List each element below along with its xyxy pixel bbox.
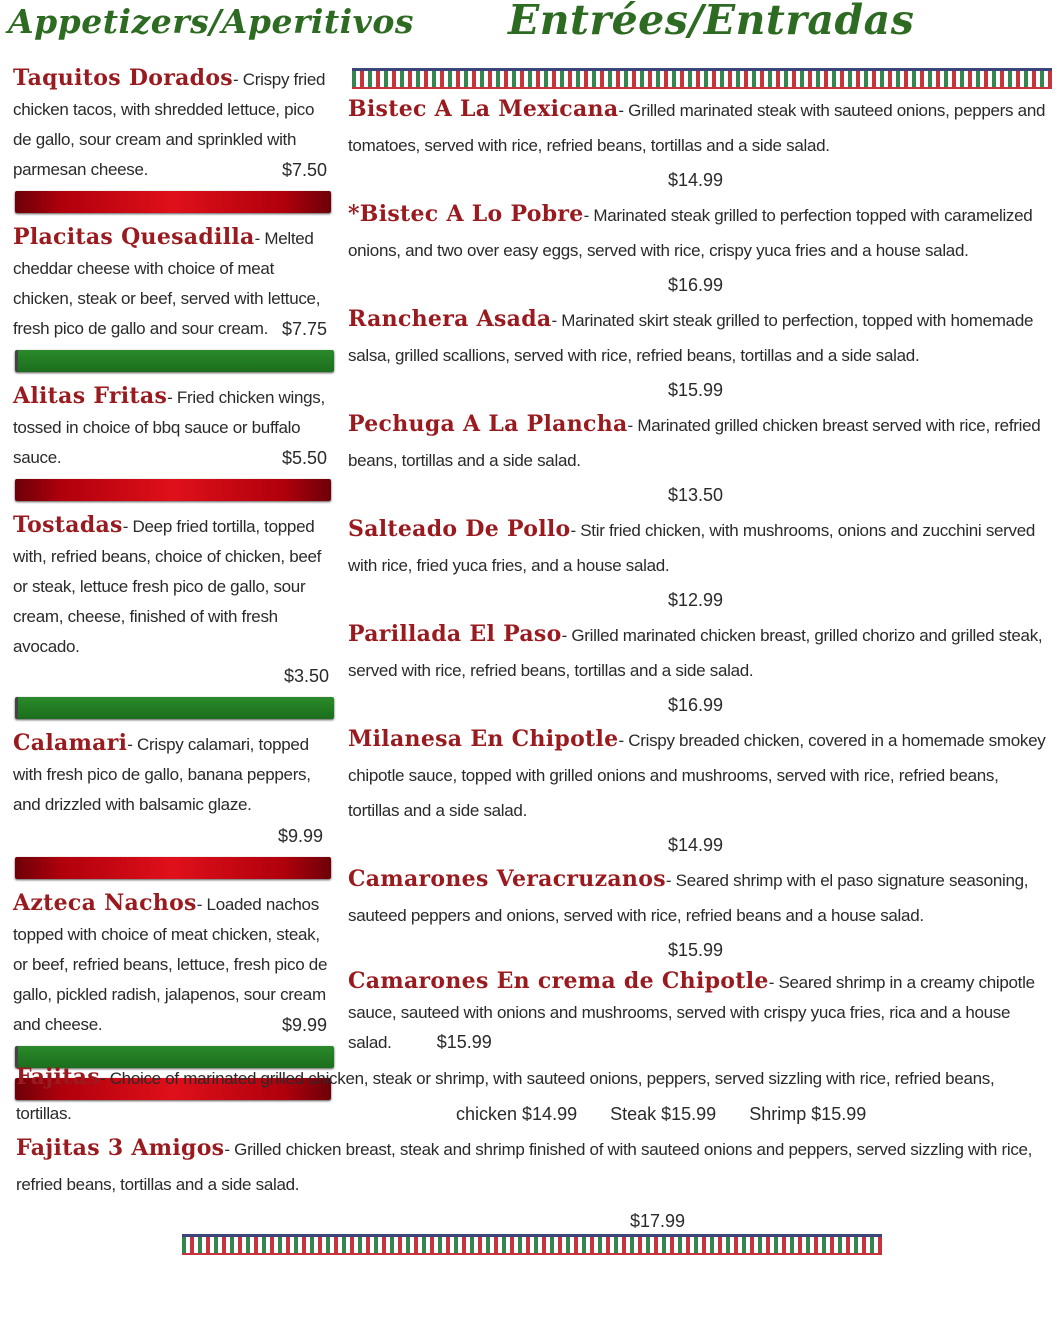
item-name: Tostadas <box>13 512 123 538</box>
item-description: - Deep fried tortilla, topped with, refried beans, choice of chicken, beef or steak, lettuce fresh pico de gallo, sour cream, cheese, finished of with fresh avocado. <box>13 517 322 656</box>
item-name: Pechuga A La Plancha <box>348 411 628 437</box>
item-price: $12.99 <box>667 590 724 610</box>
item-description: - Marinated skirt steak grilled to perfection, topped with homemade salsa, grilled scallions, served with rice, refried beans, tortillas and a side salad. <box>348 311 1034 365</box>
menu-item-fajitas <box>16 1060 1046 1131</box>
item-description: - Marinated steak grilled to perfection topped with caramelized onions, and two over easy eggs, served with rice, crispy yuca fries and a house salad. <box>348 206 1033 260</box>
menu-item-calamari <box>13 729 335 851</box>
item-price: $13.50 <box>667 485 724 505</box>
item-name: Azteca Nachos <box>13 890 197 916</box>
decorative-border-bottom <box>182 1234 882 1255</box>
item-price: $5.50 <box>281 448 327 468</box>
item-description: - Seared shrimp in a creamy chipotle sauce, sauteed with onions and mushrooms, served with crispy yuca fries, rica and a house salad. <box>348 973 1035 1052</box>
item-description: - Loaded nachos topped with choice of meat chicken, steak, or beef, refried beans, lettuce, fresh pico de gallo, pickled radish, jalapenos, sour cream and cheese. <box>13 895 328 1034</box>
item-description: - Fried chicken wings, tossed in choice of bbq sauce or buffalo sauce. <box>13 388 325 467</box>
item-name: *Bistec A Lo Pobre <box>348 201 584 227</box>
item-description: - Melted cheddar cheese with choice of meat chicken, steak or beef, served with lettuce, fresh pico de gallo and sour cream. <box>13 229 321 338</box>
menu-item-taquitos-dorados <box>13 64 335 185</box>
item-name: Camarones En crema de Chipotle <box>348 968 769 994</box>
item-description: - Marinated grilled chicken breast served with rice, refried beans, tortillas and a side salad. <box>348 416 1041 470</box>
item-price: $7.50 <box>281 160 327 180</box>
divider-bar-red <box>15 857 331 879</box>
decorative-border-top <box>352 68 1052 89</box>
item-description: - Grilled chicken breast, steak and shrimp finished of with sauteed onions and peppers, served sizzling with rice, refried beans, tortillas and a side salad. <box>16 1140 1033 1194</box>
item-name: Calamari <box>13 730 128 756</box>
item-price: $14.99 <box>667 170 724 190</box>
item-description: - Seared shrimp with el paso signature seasoning, sauteed peppers and onions, served with rice, refried beans and a house salad. <box>348 871 1029 925</box>
item-price: $15.99 <box>667 380 724 400</box>
item-price: $15.99 <box>436 1032 492 1052</box>
entrees-column <box>348 92 1053 1057</box>
divider-bar-red <box>15 479 331 501</box>
menu-item-camarones-veracruzanos <box>348 862 1053 967</box>
item-price: $9.99 <box>277 826 323 846</box>
fajitas-prices <box>456 1097 1046 1131</box>
appetizers-heading: Appetizers/Aperitivos <box>8 2 414 41</box>
item-description: - Stir fried chicken, with mushrooms, onions and zucchini served with rice, fried yuca fries, and a house salad. <box>348 521 1036 575</box>
item-name: Fajitas 3 Amigos <box>16 1135 225 1161</box>
menu-item-azteca-nachos <box>13 889 335 1040</box>
menu-item-milanesa-en-chipotle <box>348 722 1053 862</box>
menu-item-bistec-a-lo-pobre <box>348 197 1053 302</box>
item-name: Fajitas <box>16 1064 100 1090</box>
menu-item-ranchera-asada <box>348 302 1053 407</box>
menu-item-pechuga-a-la-plancha <box>348 407 1053 512</box>
menu-item-fajitas-3-amigos <box>16 1131 1046 1238</box>
item-name: Bistec A La Mexicana <box>348 96 619 122</box>
item-price: $9.99 <box>281 1015 327 1035</box>
item-description: - Crispy calamari, topped with fresh pico de gallo, banana peppers, and drizzled with balsamic glaze. <box>13 735 311 814</box>
item-price: $16.99 <box>667 695 724 715</box>
item-description: - Crispy fried chicken tacos, with shredded lettuce, pico de gallo, sour cream and sprinkled with parmesan cheese. <box>13 70 326 179</box>
item-price: $16.99 <box>667 275 724 295</box>
item-price: $15.99 <box>667 940 724 960</box>
divider-bar-red <box>15 191 331 213</box>
menu-item-alitas-fritas <box>13 382 335 473</box>
item-price: $7.75 <box>281 319 327 339</box>
item-name: Salteado De Pollo <box>348 516 571 542</box>
item-price: $3.50 <box>283 666 329 686</box>
item-description: - Crispy breaded chicken, covered in a homemade smokey chipotle sauce, topped with grilled onions and mushrooms, served with rice, refried beans, tortillas and a side salad. <box>348 731 1046 820</box>
entrees-heading: Entrées/Entradas <box>508 0 915 44</box>
menu-item-salteado-de-pollo <box>348 512 1053 617</box>
appetizers-column <box>13 64 335 1110</box>
item-description: - Grilled marinated chicken breast, grilled chorizo and grilled steak, served with rice, refried beans, tortillas and a side salad. <box>348 626 1043 680</box>
item-description: - Choice of marinated grilled chicken, steak or shrimp, with sauteed onions, peppers, served sizzling with rice, refried beans, tortillas. <box>16 1069 995 1123</box>
divider-bar-green <box>15 350 334 372</box>
menu-item-placitas-quesadilla <box>13 223 335 344</box>
fajitas-section <box>16 1060 1046 1238</box>
menu-item-parillada-el-paso <box>348 617 1053 722</box>
menu-item-tostadas <box>13 511 335 691</box>
item-name: Taquitos Dorados <box>13 65 233 91</box>
item-description: - Grilled marinated steak with sauteed onions, peppers and tomatoes, served with rice, refried beans, tortillas and a side salad. <box>348 101 1046 155</box>
item-name: Placitas Quesadilla <box>13 224 255 250</box>
price-chicken: chicken $14.99 <box>456 1104 578 1124</box>
price-steak: Steak $15.99 <box>610 1104 717 1124</box>
menu-item-bistec-a-la-mexicana <box>348 92 1053 197</box>
item-price: $14.99 <box>667 835 724 855</box>
price-shrimp: Shrimp $15.99 <box>749 1104 867 1124</box>
item-name: Ranchera Asada <box>348 306 552 332</box>
item-name: Camarones Veracruzanos <box>348 866 666 892</box>
item-name: Parillada El Paso <box>348 621 562 647</box>
divider-bar-green <box>15 697 334 719</box>
menu-item-camarones-en-crema-de-chipotle <box>348 967 1053 1057</box>
item-name: Milanesa En Chipotle <box>348 726 619 752</box>
item-name: Alitas Fritas <box>13 383 168 409</box>
item-price: $17.99 <box>630 1211 686 1231</box>
